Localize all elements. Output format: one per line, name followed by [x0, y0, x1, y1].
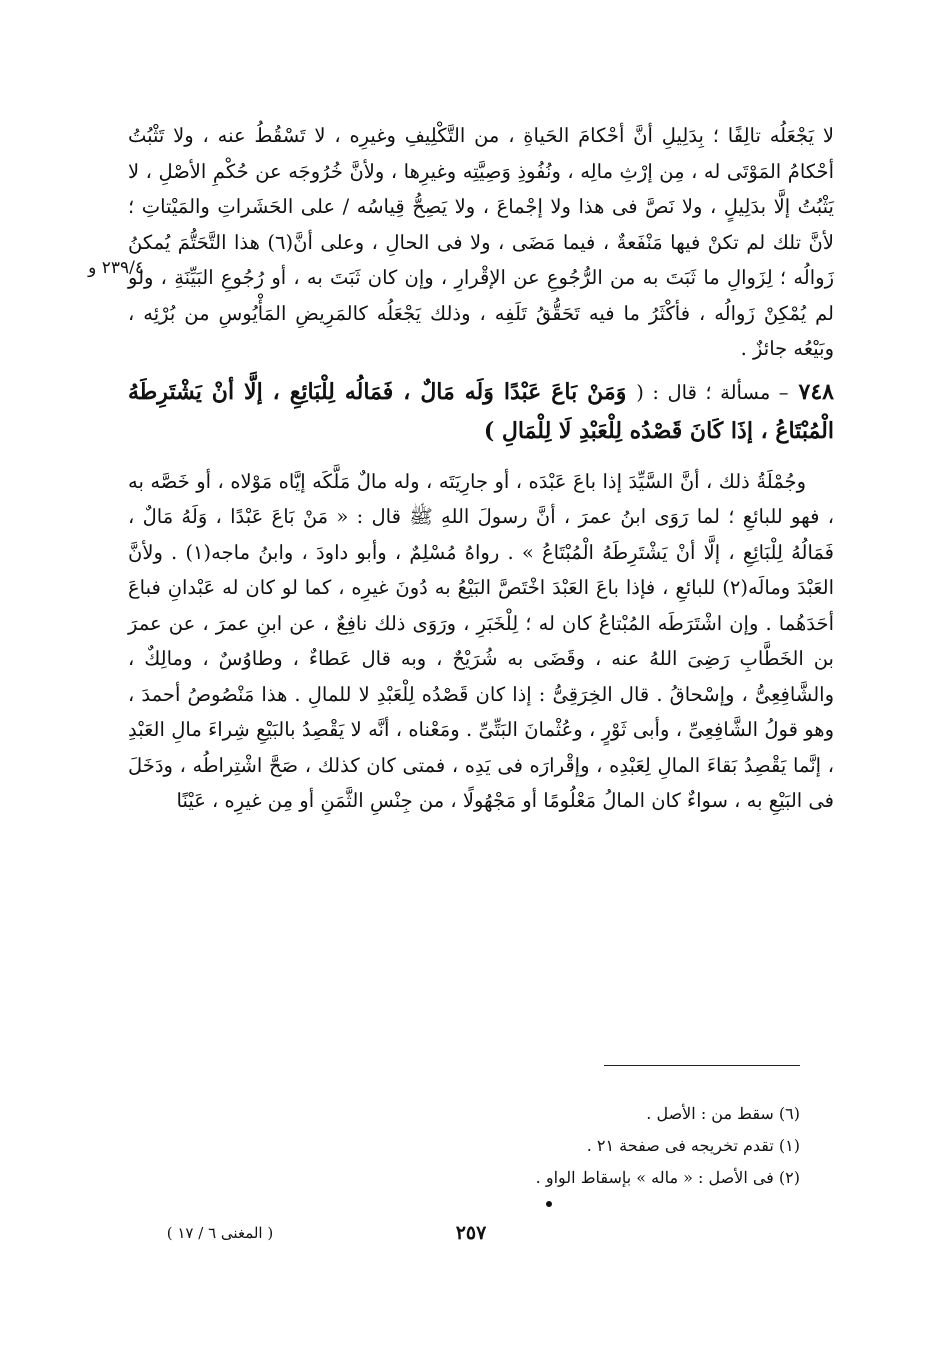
paragraph-2: وجُمْلَةُ ذلك ، أنَّ السَّيِّدَ إذا باعَ عَبْدَه ، أو جارِيَتَه ، وله مالٌ مَلَّكَه إيَّاه مَوْلاه ، أو خَصَّه به ، فهو للبائعِ ؛ لما رَوَى ابنُ عمرَ ، أنَّ رسولَ اللهِ ﷺ قال : « مَنْ بَاعَ عَبْدًا ، وَلَهُ مَالٌ ، فَمَالُهُ لِلْبَائِعِ ، إلَّا أنْ يَشْتَرِطَهُ الْمُبْتَاعُ » . رواهُ مُسْلِمٌ ، وأبو داودَ ، وابنُ ماجه(١) . ولأنَّ العَبْدَ ومالَه(٢) للبائعِ ، فإذا باعَ العَبْدَ اخْتَصَّ البَيْعُ به دُونَ غيرِه ، كما لو كان له عَبْدانِ فباعَ أحَدَهُما . وإن اشْتَرَطَه المُبْتاعُ كان له ؛ لِلْخَبَرِ ، ورَوَى ذلك نافِعٌ ، عن ابنِ عمرَ ، عن عمرَ بن الخَطَّابِ رَضِىَ اللهُ عنه ، وقَضَى به شُرَيْحٌ ، وبه قال عَطاءٌ ، وطاوُسٌ ، ومالِكٌ ، والشَّافِعِىُّ ، وإسْحاقُ . قال الخِرَقِىُّ : إذا كان قَصْدُه لِلْعَبْدِ لا للمالِ . هذا مَنْصُوصُ أحمدَ ، وهو قولُ الشَّافِعِىِّ ، وأبى ثَوْرٍ ، وعُثْمانَ البَتِّىِّ . ومَعْناه ، أنَّه لا يَقْصِدُ بالبَيْعِ شِراءَ مالِ العَبْدِ ، إنَّما يَقْصِدُ بَقاءَ المالِ لِعَبْدِه ، وإقْرارَه فى يَدِه ، فمتى كان كذلك ، صَحَّ اشْتِراطُه ، ودَخَلَ فى البَيْعِ به ، سواءٌ كان المالُ مَعْلُومًا أو مَجْهُولًا ، من جِنْسِ الثَّمَنِ أو مِن غيرِه ، عَيْنًا	[128, 469, 834, 812]
masala-number: ٧٤٨	[798, 378, 834, 405]
footnote: (٦) سقط من : الأصل .	[646, 1104, 800, 1123]
masala-heading	[128, 373, 834, 450]
source-reference: ( المغنى ٦ / ١٧ )	[166, 1224, 274, 1242]
footnote: (١) تقدم تخريجه فى صفحة ٢١ .	[586, 1136, 800, 1155]
footnotes	[400, 1098, 800, 1194]
ink-dot	[546, 1201, 552, 1207]
masala-text: وَمَنْ بَاعَ عَبْدًا وَلَه مَالٌ ، فَمَالُه لِلْبَائِعِ ، إلَّا أنْ يَشْتَرِطَهُ الْمُبْتَاعُ ، إذَا كَانَ قَصْدُه لِلْعَبْدِ لَا لِلْمَالِ )	[128, 378, 834, 444]
page-number: ٢٥٧	[455, 1222, 487, 1244]
main-text-block	[128, 118, 834, 819]
margin-note: ٢٣٩/٤ و	[88, 258, 144, 278]
footnote: (٢) فى الأصل : « ماله » بإسقاط الواو .	[535, 1168, 800, 1187]
masala-lead: – مسألة ؛ قال : (	[636, 380, 789, 404]
paragraph-1: لا يَجْعَلُه تالِفًا ؛ بِدَلِيلِ أنَّ أحْكامَ الحَياةِ ، من التَّكْلِيفِ وغيرِه ، لا تَسْقُطُ عنه ، ولا تَثْبُتُ أحْكامُ المَوْتَى له ، مِن إرْثِ مالِه ، ونُفُوذِ وَصِيَّتِه وغيرِها ، ولأنَّ خُرُوجَه عن حُكْمِ الأصْلِ ، لا يَثْبُتُ إلَّا بدَلِيلٍ ، ولا نَصَّ فى هذا ولا إجْماعَ ، ولا يَصِحُّ قِياسُه / على الحَشَراتِ والمَيْتاتِ ؛ لأنَّ تلك لم تكنْ فيها مَنْفَعةٌ ، فيما مَضَى ، ولا فى الحالِ ، وعلى أنَّ(٦) هذا التَّحَتُّمَ يُمكنُ زَوالُه ؛ لِزَوالِ ما ثَبَتَ به من الرُّجُوعِ عن الإقْرارِ ، وإن كان ثَبَتَ به ، أو رُجُوعِ البَيِّنَةِ ، ولو لم يُمْكِنْ زَوالُه ، فأكْثَرُ ما فيه تَحَقُّقُ تَلَفِه ، وذلك يَجْعَلُه كالمَرِيضِ المَأْيُوسِ من بُرْئِه ، وبَيْعُه جائزٌ .	[128, 124, 834, 360]
footnote-separator	[604, 1065, 800, 1066]
